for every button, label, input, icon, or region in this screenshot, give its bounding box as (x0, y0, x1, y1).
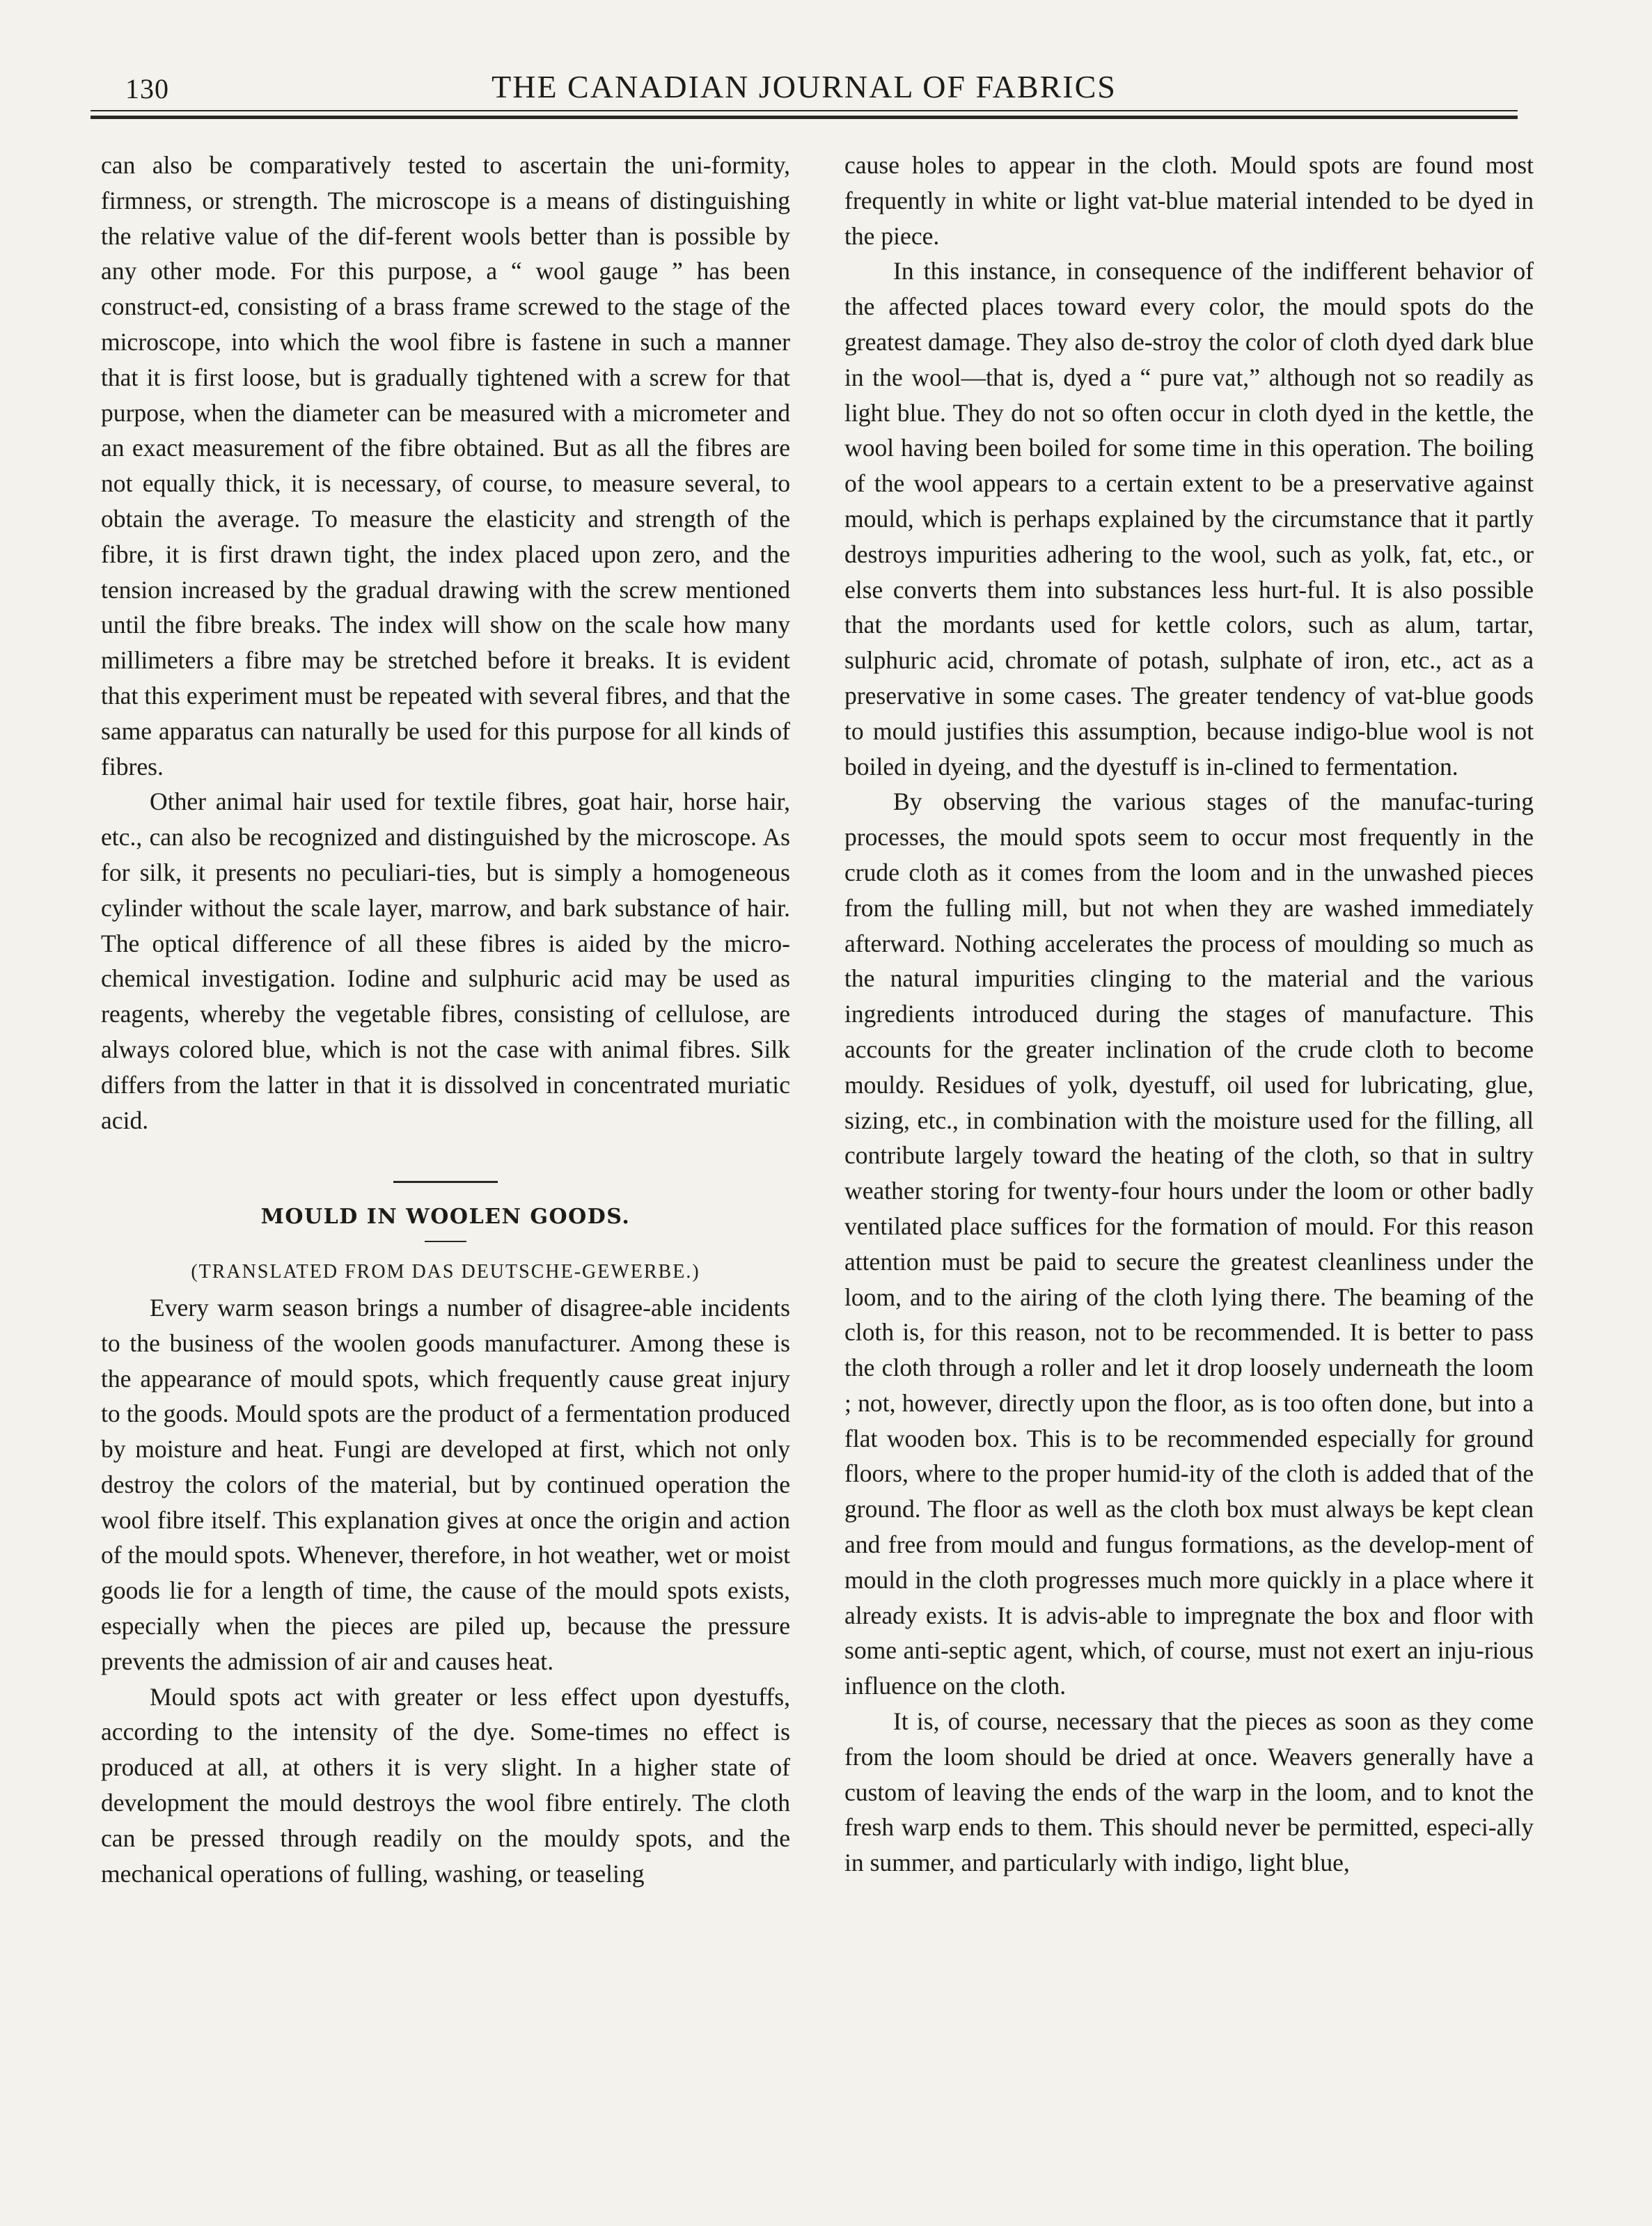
paragraph: can also be comparatively tested to ascertain the uni-formity, firmness, or strength. The microscope is a means of distinguishing the relative value of the dif-ferent wools better than is possible by any other mode. For this purpose, a “ wool gauge ” has been construct-ed, consisting of a brass frame screwed to the stage of the microscope, into which the wool fibre is fastene in such a manner that it is first loose, but is gradually tightened with a screw for that purpose, when the diameter can be measured with a micrometer and an exact measurement of the fibre obtained. But as all the fibres are not equally thick, it is necessary, of course, to measure several, to obtain the average. To measure the elasticity and strength of the fibre, it is first drawn tight, the index placed upon zero, and the tension increased by the gradual drawing with the screw mentioned until the fibre breaks. The index will show on the scale how many millimeters a fibre may be stretched before it breaks. It is evident that this experiment must be repeated with several fibres, and that the same apparatus can naturally be used for this purpose for all kinds of fibres. (101, 151, 790, 781)
page-number: 130 (125, 73, 169, 104)
paragraph: Every warm season brings a number of disagree-able incidents to the business of the woolen goods manufacturer. Among these is the appearance of mould spots, which frequently cause great injury to the goods. Mould spots are the product of a fermentation produced by moisture and heat. Fungi are developed at first, which not only destroy the colors of the material, but by continued operation the wool fibre itself. This explanation gives at once the origin and action of the mould spots. Whenever, therefore, in hot weather, wet or moist goods lie for a length of time, the cause of the mould spots exists, especially when the pieces are piled up, because the pressure prevents the admission of air and causes heat. (101, 1293, 790, 1675)
paragraph: By observing the various stages of the manufac-turing processes, the mould spots seem to occur most frequently in the crude cloth as it comes from the loom and in the unwashed pieces from the fulling mill, but not when they are washed immediately afterward. Nothing accelerates the process of moulding so much as the natural impurities clinging to the material and the various ingredients introduced during the stages of manufacture. This accounts for the greater inclination of the crude cloth to become mouldy. Residues of yolk, dyestuff, oil used for lubricating, glue, sizing, etc., in combination with the moisture used for the filling, all contribute largely toward the heating of the cloth, so that in sultry weather storing for twenty-four hours under the loom or other badly ventilated place suffices for the formation of mould. For this reason attention must be paid to secure the greatest cleanliness under the loom, and to the airing of the cloth lying there. The beaming of the cloth is, for this reason, not to be recommended. It is better to pass the cloth through a roller and let it drop loosely underneath the loom ; not, however, directly upon the floor, as is too often done, but into a flat wooden box. This is to be recommended especially for ground floors, where to the proper humid-ity of the cloth is added that of the ground. The floor as well as the cloth box must always be kept clean and free from mould and fungus formations, as the develop-ment of mould in the cloth progresses much more quickly in a place where it already exists. It is advis-able to impregnate the box and floor with some anti-septic agent, which, of course, must not exert an inju-rious influence on the cloth. (844, 787, 1534, 1700)
section-heading: MOULD IN WOOLEN GOODS. (260, 1205, 631, 1230)
page-header (91, 68, 1518, 110)
paragraph: Other animal hair used for textile fibres, goat hair, horse hair, etc., can also be recognized and distinguished by the microscope. As for silk, it presents no peculiari-ties, but is simply a homogeneous cylinder without the scale layer, marrow, and bark substance of hair. The optical difference of all these fibres is aided by the micro-chemical investigation. Iodine and sulphuric acid may be used as reagents, whereby the vegetable fibres, consisting of cellulose, are always colored blue, which is not the case with animal fibres. Silk differs from the latter in that it is dissolved in concentrated muriatic acid. (101, 787, 790, 1134)
heading-divider (425, 1241, 466, 1242)
paragraph: In this instance, in consequence of the indifferent behavior of the affected places toward every color, the mould spots do the greatest damage. They also de-stroy the color of cloth dyed dark blue in the wool—that is, dyed a “ pure vat,” although not so readily as light blue. They do not so often occur in cloth dyed in the kettle, the wool having been boiled for some time in this operation. The boiling of the wool appears to a certain extent to be a preservative against mould, which is perhaps explained by the circumstance that it partly destroys impurities adhering to the wool, such as yolk, fat, etc., or else converts them into substances less hurt-ful. It is also possible that the mordants used for kettle colors, such as alum, tartar, sulphuric acid, chromate of potash, sulphate of iron, etc., act as a preservative in some cases. The greater tendency of vat-blue goods to mould justifies this assumption, because indigo-blue wool is not boiled in dyeing, and the dyestuff is in-clined to fermentation. (844, 257, 1534, 781)
header-rule-thin (91, 110, 1518, 111)
paragraph: cause holes to appear in the cloth. Mould spots are found most frequently in white or light vat-blue material intended to be dyed in the piece. (844, 151, 1534, 250)
paragraph: It is, of course, necessary that the pieces as soon as they come from the loom should be dried at once. Weavers generally have a custom of leaving the ends of the warp in the loom, and to knot the fresh warp ends to them. This should never be permitted, especi-ally in summer, and particularly with indigo, light blue, (844, 1707, 1534, 1877)
header-rule-thick (91, 116, 1518, 119)
journal-title: THE CANADIAN JOURNAL OF FABRICS (491, 69, 1117, 104)
left-column (101, 148, 790, 2188)
section-divider (393, 1181, 498, 1183)
paragraph: Mould spots act with greater or less effect upon dyestuffs, according to the intensity of the dye. Some-times no effect is produced at all, at others it is very slight. In a higher state of development the mould destroys the wool fibre entirely. The cloth can be pressed through readily on the mouldy spots, and the mechanical operations of fulling, washing, or teaseling (101, 1682, 790, 1888)
right-column (844, 148, 1534, 2188)
section-subheading: (TRANSLATED FROM DAS DEUTSCHE-GEWERBE.) (191, 1261, 700, 1283)
